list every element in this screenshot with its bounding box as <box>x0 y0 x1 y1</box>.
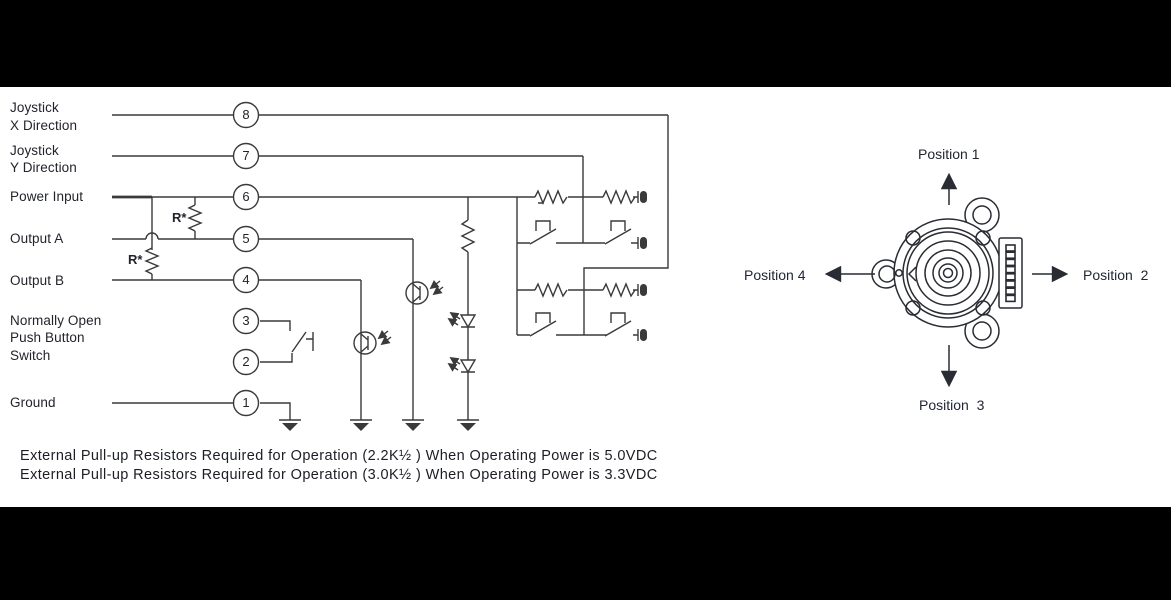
pin-bullet-icon <box>640 191 647 203</box>
resistor-pullup-a <box>189 205 201 231</box>
push-button-symbol <box>260 321 313 362</box>
pullup-resistor-label-a: R* <box>172 210 187 225</box>
phototransistor-a-icon <box>406 282 428 304</box>
ground-icon <box>405 423 421 431</box>
pin-1-number: 1 <box>242 395 250 410</box>
resistor-pullup-b <box>146 248 158 274</box>
label-joystick-y-2: Y Direction <box>10 160 77 175</box>
pin-7-number: 7 <box>242 148 250 163</box>
resistor-led-chain <box>462 220 474 252</box>
position-3-label: Position 3 <box>919 397 985 413</box>
led-2-icon <box>461 360 475 372</box>
label-output-a: Output A <box>10 231 64 246</box>
label-joystick-y-1: Joystick <box>10 143 59 158</box>
pin-bullet-icon <box>640 284 647 296</box>
joystick-device-drawing <box>828 176 1065 384</box>
schematic-wires <box>112 103 668 421</box>
label-joystick-x-1: Joystick <box>10 100 59 115</box>
direction-switch-network <box>517 191 638 336</box>
ground-icon <box>282 423 298 431</box>
label-push-button-1: Normally Open <box>10 313 102 328</box>
label-push-button-2: Push Button <box>10 330 85 345</box>
pullup-resistor-label-b: R* <box>128 252 143 267</box>
pin-4-number: 4 <box>242 272 250 287</box>
pullup-note-5v: External Pull-up Resistors Required for Operation (2.2K½ ) When Operating Power is 5.0VDC <box>20 448 658 464</box>
pin-bullet-icon <box>640 237 647 249</box>
pin-2-number: 2 <box>242 354 250 369</box>
label-joystick-x-2: X Direction <box>10 118 78 133</box>
pin-8-number: 8 <box>242 107 250 122</box>
phototransistor-b-icon <box>354 332 376 354</box>
label-ground: Ground <box>10 395 56 410</box>
schematic-fills <box>282 191 647 431</box>
label-power-input: Power Input <box>10 189 84 204</box>
led-1-icon <box>461 315 475 327</box>
ground-icon <box>353 423 369 431</box>
label-push-button-3: Switch <box>10 348 51 363</box>
pin-bullet-icon <box>640 329 647 341</box>
pin-6-number: 6 <box>242 189 250 204</box>
pullup-note-3v: External Pull-up Resistors Required for Operation (3.0K½ ) When Operating Power is 3.3VDC <box>20 467 658 483</box>
position-2-label: Position 2 <box>1083 267 1149 283</box>
label-output-b: Output B <box>10 273 65 288</box>
ground-icon <box>460 423 476 431</box>
position-4-label: Position 4 <box>744 267 806 283</box>
pin-3-number: 3 <box>242 313 250 328</box>
position-1-label: Position 1 <box>918 146 980 162</box>
pin-5-number: 5 <box>242 231 250 246</box>
